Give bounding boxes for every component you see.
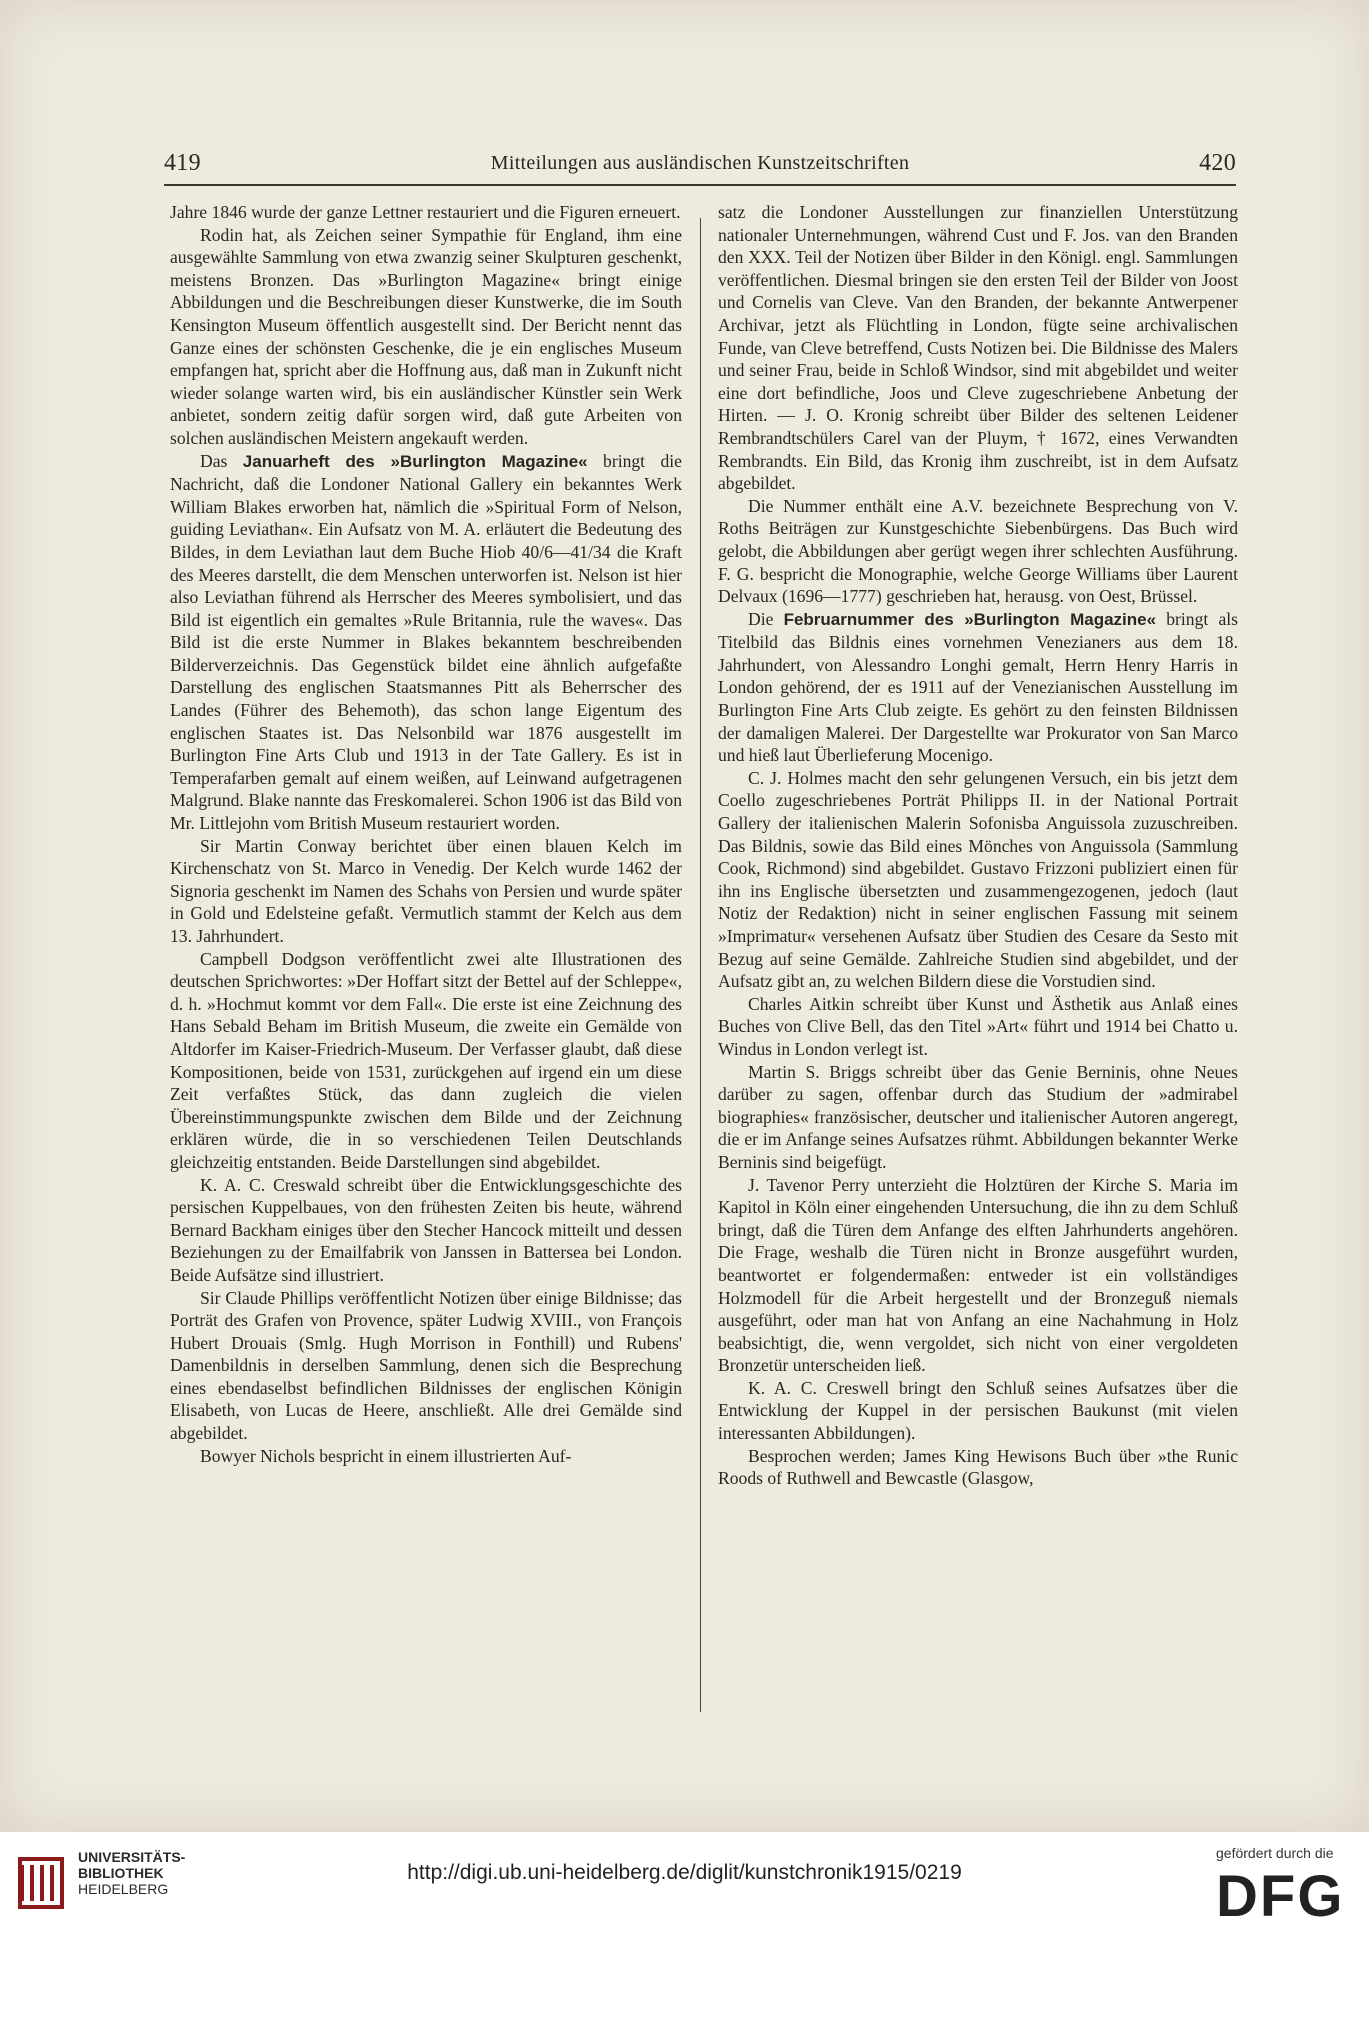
paragraph: Sir Claude Phillips veröffentlicht Notizen über einige Bildnisse; das Porträt des Grafen von Provence, später Ludwig XVIII., von François Hubert Drouais (Smlg. Hugh Morrison in Fonthill) und Rubens' Damenbildnis in derselben Sammlung, denen sich die Besprechung eines ebendaselbst befindlichen Bildnisses der englischen Königin Elisabeth, von Lucas de Heere, anschließt. Alle drei Gemälde sind abgebildet. <box>170 1287 682 1444</box>
paragraph: Bowyer Nichols bespricht in einem illustrierten Auf- <box>200 1445 572 1466</box>
paragraph: Martin S. Briggs schreibt über das Genie Berninis, ohne Neues darüber zu sagen, offenbar durch das Studium der »admirabel biographies« französischer, deutscher und italienischer Autoren angeregt, die er im Anfange seines Aufsatzes rühmt. Abbildungen bekannter Werke Berninis sind beigefügt. <box>718 1061 1238 1172</box>
paragraph: Rodin hat, als Zeichen seiner Sympathie für England, ihm eine ausgewählte Sammlung von etwa zwanzig seiner Skulpturen geschenkt, meistens Bronzen. Das »Burlington Magazine« bringt einige Abbildungen und die Beschreibungen dieser Kunstwerke, die im South Kensington Museum öffentlich ausgestellt sind. Der Bericht nennt das Ganze eines der schönsten Geschenke, die je ein englisches Museum empfangen hat, spricht aber die Hoffnung aus, daß man in Zukunft nicht wieder solange warten wird, bis ein ausländischer Künstler sein Werk anbietet, sondern zeitig dafür sorgen wird, daß gute Arbeiten von solchen ausländischen Meistern angekauft werden. <box>170 224 682 448</box>
left-column <box>170 201 682 1467</box>
paragraph: Campbell Dodgson veröffentlicht zwei alte Illustrationen des deutschen Sprichwortes: »Der Hoffart sitzt der Bettel auf der Schleppe«, d. h. »Hochmut kommt vor dem Fall«. Die erste ist eine Zeichnung des Hans Sebald Beham im British Museum, die zweite ein Gemälde von Altdorfer im Kaiser-Friedrich-Museum. Der Verfasser glaubt, daß diese Kompositionen, beide von 1531, zurückgehen auf irgend ein um diese Zeit verfaßtes Stück, das dann zugleich die vielen Übereinstimmungspunkte zwischen dem Bilde und der Zeichnung erklären würde, die in so verschiedenen Teilen Deutschlands gleichzeitig entstanden. Beide Darstellungen sind abgebildet. <box>170 948 682 1172</box>
paragraph: Jahre 1846 wurde der ganze Lettner restauriert und die Figuren erneuert. <box>170 202 681 222</box>
paragraph: Sir Martin Conway berichtet über einen blauen Kelch im Kirchenschatz von St. Marco in Venedig. Der Kelch wurde 1462 der Signoria geschenkt im Namen des Schahs von Persien und wurde später in Gold und Edelsteine gefaßt. Vermutlich stammt der Kelch aus dem 13. Jahrhundert. <box>170 835 682 946</box>
funding-label: gefördert durch die <box>1216 1845 1334 1861</box>
permalink-url[interactable]: http://digi.ub.uni-heidelberg.de/diglit/kunstchronik1915/0219 <box>407 1861 962 1884</box>
page-number-left: 419 <box>164 150 201 176</box>
paragraph: K. A. C. Creswald schreibt über die Entwicklungsgeschichte des persischen Kuppelbaues, von den frühesten Zeiten bis heute, während Bernard Backham einiges über den Stecher Hancock mitteilt und dessen Beziehungen zu der Emailfabrik von Janssen in Battersea bei London. Beide Aufsätze sind illustriert. <box>170 1174 682 1285</box>
paragraph: C. J. Holmes macht den sehr gelungenen Versuch, ein bis jetzt dem Coello zugeschriebenes Porträt Philipps II. in der National Portrait Gallery der italienischen Malerin Sofonisba Anguissola zuzuschreiben. Das Bildnis, sowie das Bild eines Mönches von Anguissola (Sammlung Cook, Richmond) sind abgebildet. Gustavo Frizzoni publiziert einen für ihn ins Englische übersetzten und zusammengezogenen, jedoch (laut Notiz der Redaktion) nicht in seiner englischen Fassung mit seinem »Imprimatur« versehenen Aufsatz über Studien des Cesare da Sesto mit Bezug auf seine Gemälde. Zahlreiche Studien sind abgebildet, und der Aufsatz gibt an, zu welchen Bildern diese die Vorstudien sind. <box>718 767 1238 992</box>
paragraph: Das Januarheft des »Burlington Magazine« bringt die Nachricht, daß die Londoner National Gallery ein bekanntes Werk William Blakes erworben hat, nämlich die »Spiritual Form of Nelson, guiding Leviathan«. Ein Aufsatz von M. A. erläutert die Bedeutung des Bildes, in dem Leviathan laut dem Buche Hiob 40/6—41/34 die Kraft des Meeres darstellt, die dem Menschen unterworfen ist. Nelson ist hier also Leviathan führend als Herrscher des Meeres symbolisiert, und das Bild ist eigentlich ein gemaltes »Rule Britannia, rule the waves«. Das Bild ist die erste Nummer in Blakes bekanntem beschreibenden Bilderverzeichnis. Das Gegenstück bildet eine ähnlich aufgefaßte Darstellung des englischen Staatsmannes Pitt als Beherrscher des Landes (Führer des Behemoth), das schon lange Eigentum des englischen Staates ist. Das Nelsonbild war 1876 ausgestellt im Burlington Fine Arts Club und 1913 in der Tate Gallery. Es ist in Temperafarben gemalt auf einem weißen, auf Leinwand aufgetragenen Malgrund. Blake nannte das Freskomalerei. Schon 1906 ist das Bild von Mr. Littlejohn vom British Museum restauriert worden. <box>170 450 682 834</box>
paragraph: J. Tavenor Perry unterzieht die Holztüren der Kirche S. Maria im Kapitol in Köln einer eingehenden Untersuchung, die ihn zu dem Schluß bringt, daß die Türen dem Anfange des elften Jahrhunderts angehören. Die Frage, weshalb die Türen nicht in Bronze ausgeführt wurden, beantwortet er folgendermaßen: entweder ist ein vollständiges Holzmodell für die Arbeit hergestellt und der Bronzeguß niemals ausgeführt, oder man hat von Anfang an eine Nachahmung in Holz beabsichtigt, die, wenn vergoldet, sich nicht von einer vergoldeten Bronzetür unterscheiden ließ. <box>718 1174 1238 1376</box>
paragraph: Charles Aitkin schreibt über Kunst und Ästhetik aus Anlaß eines Buches von Clive Bell, das den Titel »Art« führt und 1914 bei Chatto u. Windus in London verlegt ist. <box>718 993 1238 1059</box>
library-name: UNIVERSITÄTS- BIBLIOTHEK HEIDELBERG <box>78 1849 186 1897</box>
header-rule <box>164 184 1236 186</box>
right-column <box>718 201 1238 1490</box>
paragraph: K. A. C. Creswell bringt den Schluß seines Aufsatzes über die Entwicklung der Kuppel in der persischen Baukunst (mit vielen interessanten Abbildungen). <box>718 1377 1238 1444</box>
paragraph: Besprochen werden; James King Hewisons Buch über »the Runic Roods of Ruthwell and Bewcastle (Glasgow, <box>718 1445 1238 1489</box>
page-number-right: 420 <box>1199 150 1236 176</box>
dfg-logo: DFG <box>1216 1864 1345 1929</box>
running-title: Mitteilungen aus ausländischen Kunstzeitschriften <box>490 152 910 174</box>
paragraph: Die Nummer enthält eine A.V. bezeichnete Besprechung von V. Roths Beiträgen zur Kunstgeschichte Siebenbürgens. Das Buch wird gelobt, die Abbildungen aber gerügt wegen ihrer schlechten Ausführung. F. G. bespricht die Monographie, welche George Williams über Laurent Delvaux (1696—1777) geschrieben hat, herausg. von Oest, Brüssel. <box>718 495 1238 607</box>
paragraph: satz die Londoner Ausstellungen zur finanziellen Unterstützung nationaler Unternehmungen, während Cust und F. Jos. van den Branden den XXX. Teil der Notizen über Bilder in den Königl. engl. Sammlungen veröffentlichen. Diesmal bringen sie den ersten Teil der Bilder von Joost und Cornelis van Cleve. Van den Branden, der bekannte Antwerpener Archivar, jetzt als Flüchtling in London, fügte seine archivalischen Funde, van Cleve betreffend, Custs Notizen bei. Die Bildnisse des Malers und seiner Frau, beide in Schloß Windsor, sind mit abgebildet und weiter eine dort befindliche, Joos und Cleve zugeschriebene Anbetung der Hirten. — J. O. Kronig schreibt über Bilder des seltenen Leidener Rembrandtschülers Carel van der Pluym, † 1672, eines Verwandten Rembrandts. Ein Bild, das Kronig ihm zuschreibt, ist in dem Aufsatz abgebildet. <box>718 202 1238 494</box>
running-header <box>164 150 1236 184</box>
bold-heading: Januarheft des »Burlington Magazine« <box>242 451 588 471</box>
paragraph: Die Februarnummer des »Burlington Magazine« bringt als Titelbild das Bildnis eines vornehmen Venezianers aus dem 18. Jahrhundert, von Alessandro Longhi gemalt, Herrn Henry Harris in London gehörend, der es 1911 auf der Venezianischen Ausstellung im Burlington Fine Arts Club zeigte. Es gehört zu den feinsten Bildnissen der damaligen Malerei. Der Dargestellte war Prokurator von San Marco und hieß laut Überlieferung Mocenigo. <box>718 608 1238 766</box>
bold-heading: Februarnummer des »Burlington Magazine« <box>783 609 1157 629</box>
column-divider <box>700 218 701 1712</box>
